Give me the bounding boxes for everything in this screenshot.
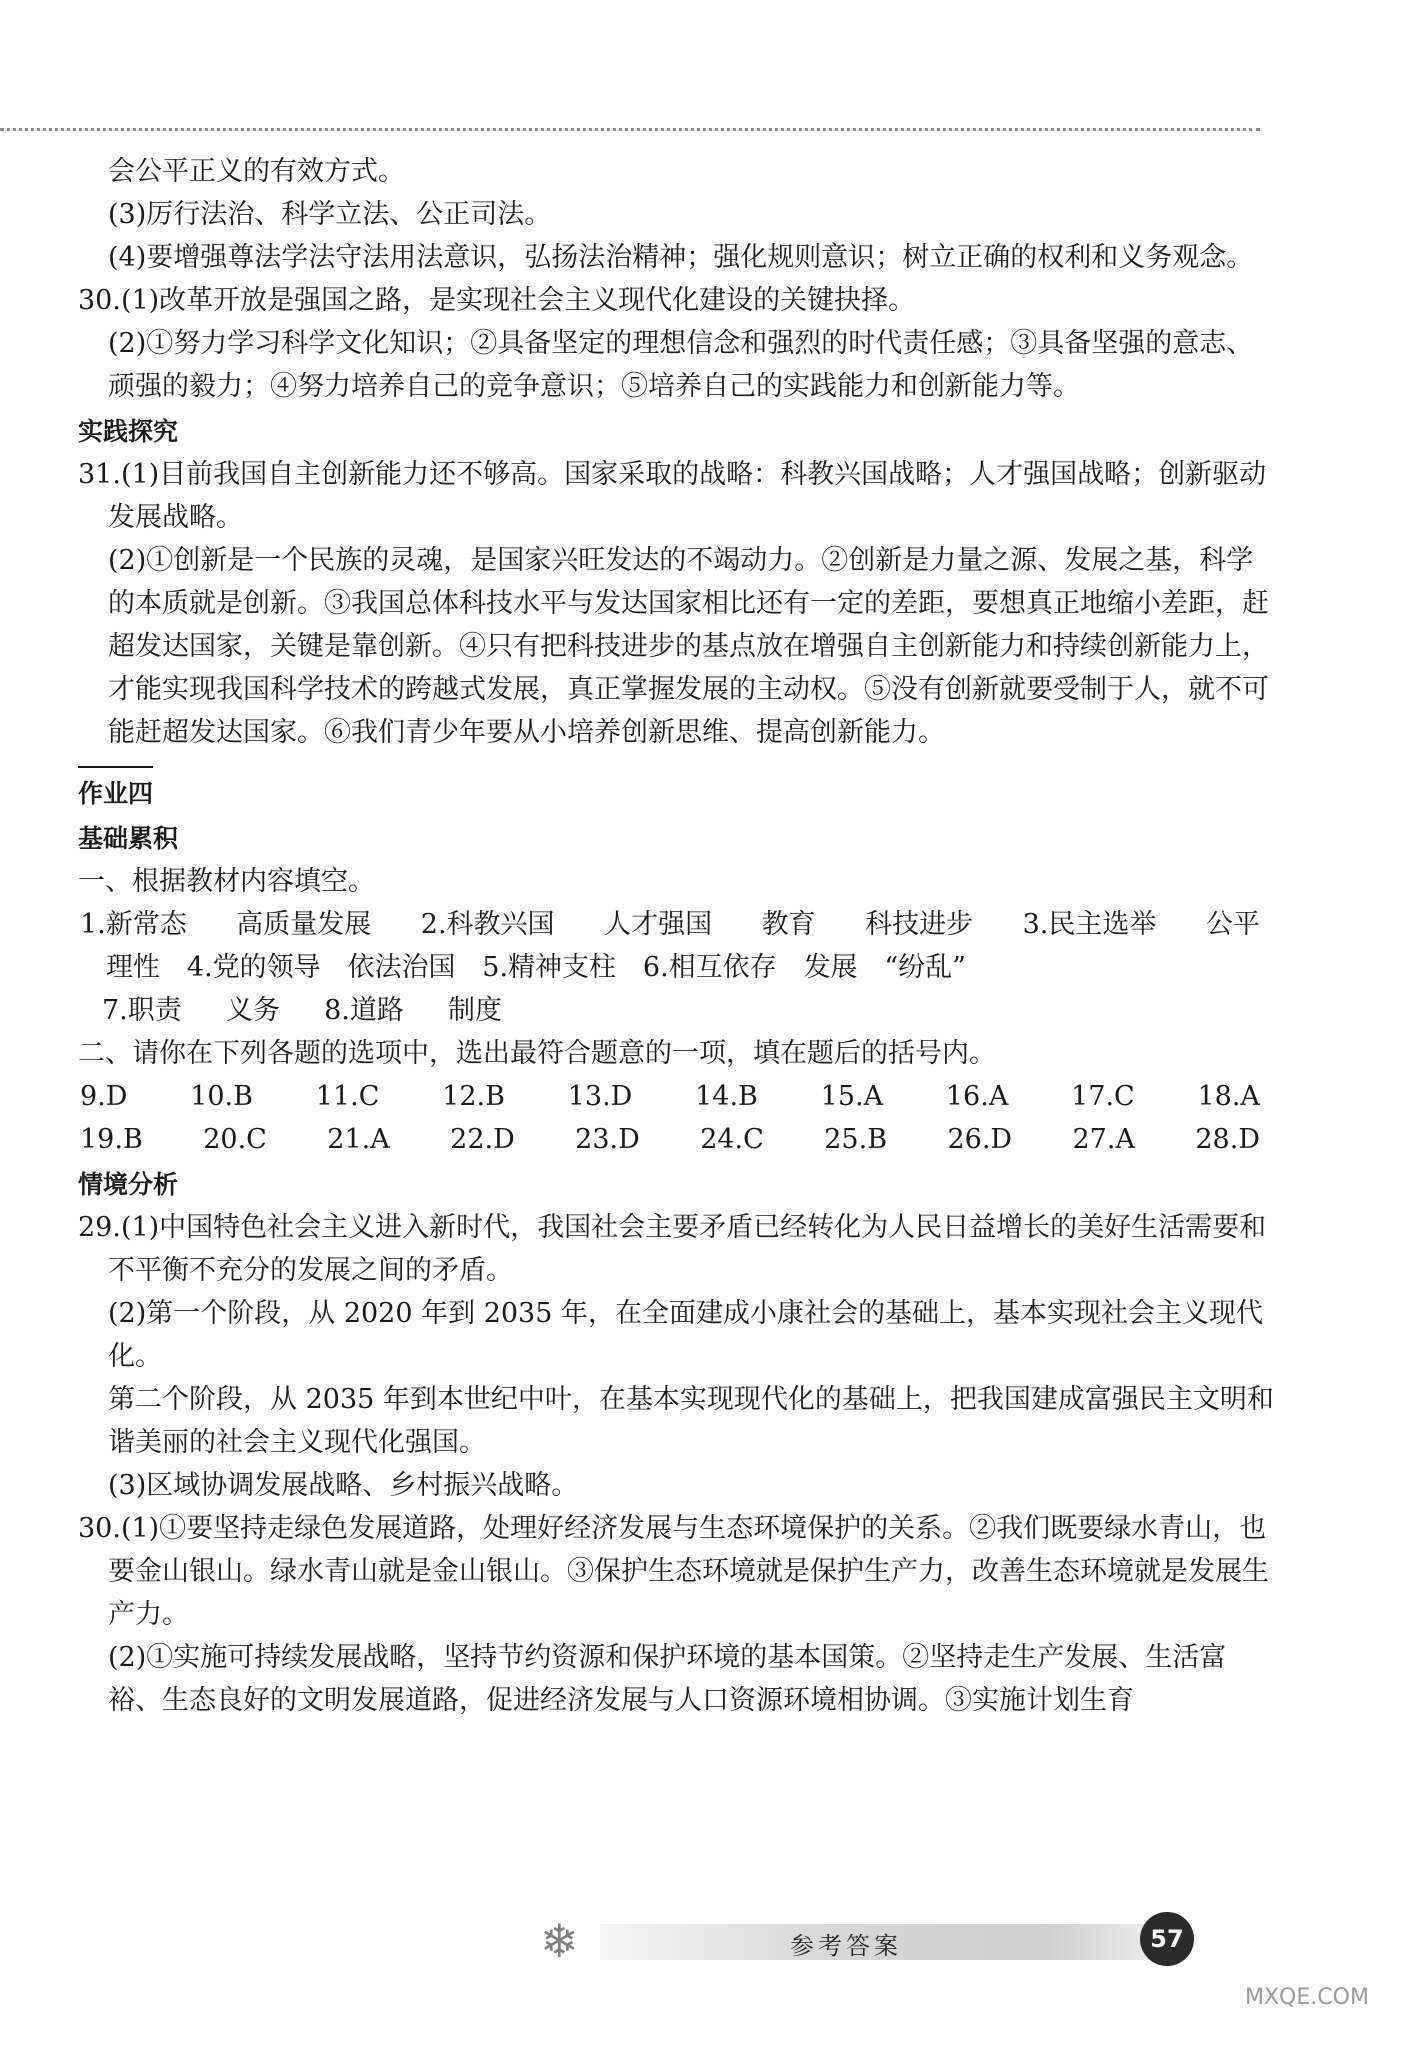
text-line: (3)厉行法治、科学立法、公正司法。 bbox=[108, 199, 552, 230]
fill-item: 科技进步 bbox=[865, 909, 974, 940]
fill-item: 7.职责 bbox=[102, 995, 182, 1026]
mc-answer: 28.D bbox=[1195, 1124, 1260, 1155]
fill-item: 4.党的领导 bbox=[186, 952, 321, 983]
part1-instruction: 一、根据教材内容填空。 bbox=[78, 866, 375, 897]
page-footer bbox=[540, 1906, 1240, 1976]
fill-item: 3.民主选举 bbox=[1022, 909, 1157, 940]
mc-answer: 25.B bbox=[824, 1124, 888, 1155]
mc-answer: 9.D bbox=[80, 1081, 128, 1112]
section-heading-basic: 基础累积 bbox=[78, 824, 179, 853]
section-heading-practice: 实践探究 bbox=[78, 417, 179, 446]
mc-answer: 27.A bbox=[1072, 1124, 1135, 1155]
mc-answer: 18.A bbox=[1197, 1081, 1260, 1112]
mc-answer: 15.A bbox=[820, 1081, 884, 1112]
answer-30-1-hw4: 30.(1)①要坚持走绿色发展道路，处理好经济发展与生态环境保护的关系。②我们既要绿水青山，也要金山银山。绿水青山就是金山银山。③保护生态环境就是保护生产力，改善生态环境就是发展生产力。 bbox=[78, 1513, 1269, 1630]
mc-answer: 23.D bbox=[575, 1124, 640, 1155]
homework-title-text: 作业四 bbox=[78, 766, 153, 815]
answer-31-2: (2)①创新是一个民族的灵魂，是国家兴旺发达的不竭动力。②创新是力量之源、发展之基，科学的本质就是创新。③我国总体科技水平与发达国家相比还有一定的差距，要想真正地缩小差距，赶超发达国家，关键是靠创新。④只有把科技进步的基点放在增强自主创新能力和持续创新能力上，才能实现我国科学技术的跨越式发展，真正掌握发展的主动权。⑤没有创新就要受制于人，就不可能赶超发达国家。⑥我们青少年要从小培养创新思维、提高创新能力。 bbox=[108, 545, 1269, 748]
mc-answer: 21.A bbox=[327, 1124, 390, 1155]
homework-title bbox=[78, 756, 1278, 815]
section-heading-situation: 情境分析 bbox=[78, 1170, 179, 1199]
fill-item: 教育 bbox=[761, 909, 816, 940]
fill-item: 1.新常态 bbox=[80, 909, 187, 940]
page-number: 57 bbox=[1140, 1912, 1194, 1966]
mc-answer: 13.D bbox=[567, 1081, 633, 1112]
fill-row-2 bbox=[106, 946, 966, 989]
mc-answer: 16.A bbox=[945, 1081, 1009, 1112]
fill-item: 5.精神支柱 bbox=[482, 952, 617, 983]
answer-content bbox=[78, 150, 1278, 1722]
mc-answer: 14.B bbox=[695, 1081, 758, 1112]
answer-29-2b: 第二个阶段，从 2035 年到本世纪中叶，在基本实现现代化的基础上，把我国建成富强民主文明和谐美丽的社会主义现代化强国。 bbox=[108, 1384, 1274, 1458]
answer-30-1: 30.(1)改革开放是强国之路，是实现社会主义现代化建设的关键抉择。 bbox=[78, 285, 916, 316]
fill-item: 8.道路 bbox=[324, 995, 404, 1026]
fill-item: 依法治国 bbox=[347, 952, 456, 983]
mc-answer: 24.C bbox=[700, 1124, 764, 1155]
answer-29-3: (3)区域协调发展战略、乡村振兴战略。 bbox=[108, 1470, 579, 1501]
answer-30-2-hw4: (2)①实施可持续发展战略，坚持节约资源和保护环境的基本国策。②坚持走生产发展、生活富裕、生态良好的文明发展道路，促进经济发展与人口资源环境相协调。③实施计划生育 bbox=[108, 1642, 1227, 1716]
mc-row-2 bbox=[80, 1118, 1260, 1161]
mc-answer: 17.C bbox=[1071, 1081, 1135, 1112]
watermark: MXQE.COM bbox=[1245, 1985, 1369, 2010]
answer-29-1: 29.(1)中国特色社会主义进入新时代，我国社会主要矛盾已经转化为人民日益增长的美好生活需要和不平衡不充分的发展之间的矛盾。 bbox=[78, 1212, 1267, 1286]
fill-item: 理性 bbox=[106, 952, 160, 983]
fill-item: “纷乱” bbox=[884, 952, 966, 983]
mc-answer: 10.B bbox=[190, 1081, 253, 1112]
mc-row-1 bbox=[80, 1075, 1260, 1118]
top-dotted-rule bbox=[0, 128, 1260, 131]
fill-item: 义务 bbox=[225, 995, 280, 1026]
mc-answer: 11.C bbox=[315, 1081, 380, 1112]
snowflake-icon: ❄ bbox=[540, 1914, 579, 1968]
footer-label: 参考答案 bbox=[790, 1932, 902, 1960]
text-line: (4)要增强尊法学法守法用法意识，弘扬法治精神；强化规则意识；树立正确的权利和义务观念。 bbox=[108, 242, 1254, 273]
fill-item: 制度 bbox=[448, 995, 502, 1026]
fill-item: 高质量发展 bbox=[236, 909, 372, 940]
mc-answer: 22.D bbox=[450, 1124, 515, 1155]
part2-instruction: 二、请你在下列各题的选项中，选出最符合题意的一项，填在题后的括号内。 bbox=[78, 1038, 996, 1069]
mc-answer: 12.B bbox=[442, 1081, 505, 1112]
answer-30-2: (2)①努力学习科学文化知识；②具备坚定的理想信念和强烈的时代责任感；③具备坚强的意志、顽强的毅力；④努力培养自己的竞争意识；⑤培养自己的实践能力和创新能力等。 bbox=[108, 328, 1254, 402]
text-line: 会公平正义的有效方式。 bbox=[108, 156, 405, 187]
fill-item: 公平 bbox=[1205, 909, 1260, 940]
fill-row-1 bbox=[80, 903, 1260, 946]
mc-answer: 20.C bbox=[203, 1124, 267, 1155]
answer-31-1: 31.(1)目前我国自主创新能力还不够高。国家采取的战略：科教兴国战略；人才强国战略；创新驱动发展战略。 bbox=[78, 459, 1267, 533]
fill-item: 发展 bbox=[803, 952, 858, 983]
answer-29-2a: (2)第一个阶段，从 2020 年到 2035 年，在全面建成小康社会的基础上，基本实现社会主义现代化。 bbox=[108, 1298, 1263, 1372]
mc-answer: 19.B bbox=[80, 1124, 143, 1155]
fill-row-3 bbox=[102, 989, 502, 1032]
mc-answer: 26.D bbox=[947, 1124, 1013, 1155]
fill-item: 人才强国 bbox=[604, 909, 713, 940]
fill-item: 6.相互依存 bbox=[642, 952, 777, 983]
fill-item: 2.科教兴国 bbox=[420, 909, 555, 940]
